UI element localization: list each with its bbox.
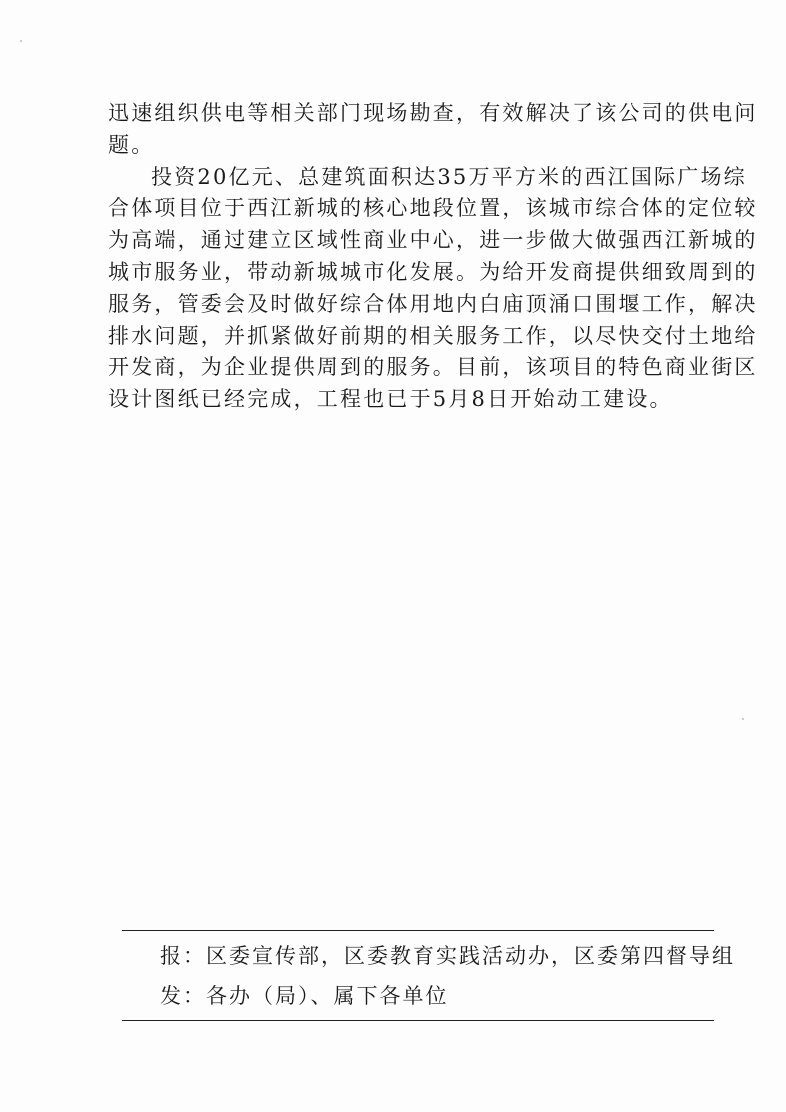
paragraph-line: 设计图纸已经完成，工程也已于5月8日开始动工建设。 <box>108 387 673 412</box>
paragraph-line: 排水问题，并抓紧做好前期的相关服务工作，以尽快交付土地给 <box>108 323 758 348</box>
paragraph-line: 为高端，通过建立区域性商业中心，进一步做大做强西江新城的 <box>108 228 758 253</box>
distribute-to-line: 发：各办（局）、属下各单位 <box>160 984 449 1008</box>
paragraph-line: 合体项目位于西江新城的核心地段位置，该城市综合体的定位较 <box>108 196 758 221</box>
paragraph-line: 服务，管委会及时做好综合体用地内白庙顶涌口围堰工作，解决 <box>108 291 758 316</box>
distribution-footer <box>122 930 735 1021</box>
paragraph-line: 城市服务业，带动新城城市化发展。为给开发商提供细致周到的 <box>108 259 758 284</box>
paragraph-line: 迅速组织供电等相关部门现场勘查，有效解决了该公司的供电问 <box>108 101 758 125</box>
bottom-divider <box>122 1020 714 1021</box>
paragraph-line: 投资20亿元、总建筑面积达35万平方米的西江国际广场综 <box>151 164 747 189</box>
paragraph-line: 题。 <box>108 132 155 157</box>
body-text <box>108 98 758 416</box>
scan-speck <box>20 40 22 42</box>
scan-speck <box>742 718 744 720</box>
paragraph-line: 开发商，为企业提供周到的服务。目前，该项目的特色商业街区 <box>108 355 758 380</box>
report-to-line: 报：区委宣传部，区委教育实践活动办，区委第四督导组 <box>160 944 735 968</box>
